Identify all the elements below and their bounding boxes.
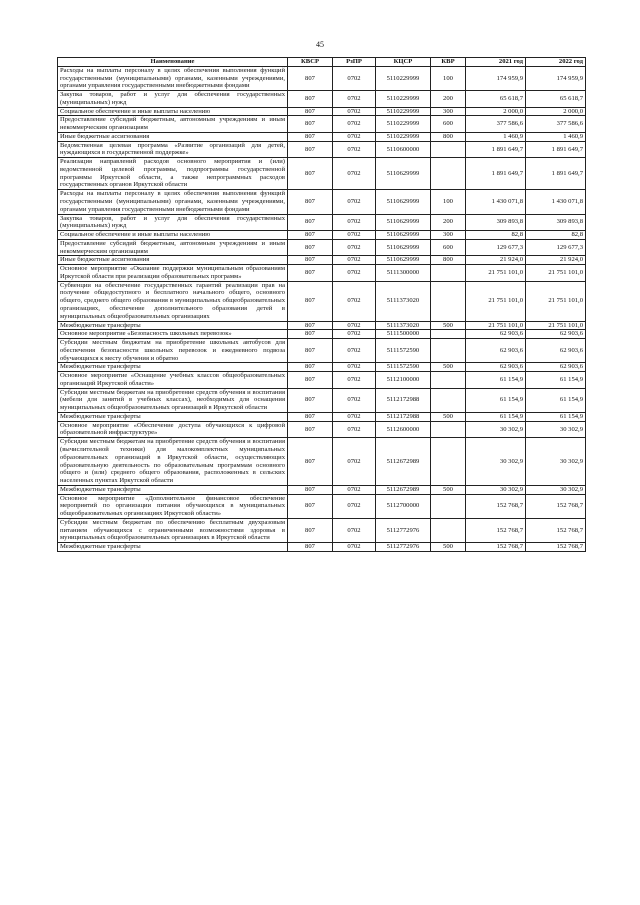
row-kvsr: 807 — [288, 91, 333, 108]
row-kvr — [431, 339, 466, 363]
row-amount-2021: 1 460,9 — [466, 132, 526, 141]
row-name: Основное мероприятие «Оказание поддержки муниципальным образованиям Иркутской области при реализации образовательных программ» — [58, 265, 288, 282]
row-amount-2021: 62 903,6 — [466, 363, 526, 372]
row-name: Реализация направлений расходов основного мероприятия и (или) ведомственной целевой программы, подпрограммы государственной программы Иркутской области, а также непрограммных расходов государственных органов Иркутской области — [58, 158, 288, 190]
row-kvr: 500 — [431, 412, 466, 421]
row-kvr: 800 — [431, 256, 466, 265]
table-row — [58, 339, 586, 363]
row-amount-2022: 61 154,9 — [526, 388, 586, 412]
row-rzpr: 0702 — [333, 518, 376, 542]
row-rzpr: 0702 — [333, 412, 376, 421]
row-kcsr: 5111500000 — [376, 330, 431, 339]
row-kvsr: 807 — [288, 485, 333, 494]
table-row — [58, 265, 586, 282]
row-name: Предоставление субсидий бюджетным, автономным учреждениям и иным некоммерческим организациям — [58, 239, 288, 256]
row-amount-2021: 30 302,9 — [466, 485, 526, 494]
table-row — [58, 543, 586, 552]
row-amount-2022: 1 891 649,7 — [526, 158, 586, 190]
row-amount-2022: 21 924,0 — [526, 256, 586, 265]
col-header-kvsr: КВСР — [288, 58, 333, 67]
row-name: Закупка товаров, работ и услуг для обеспечения государственных (муниципальных) нужд — [58, 91, 288, 108]
table-body — [58, 66, 586, 551]
row-amount-2021: 82,8 — [466, 231, 526, 240]
row-amount-2022: 1 460,9 — [526, 132, 586, 141]
row-rzpr: 0702 — [333, 494, 376, 518]
row-amount-2021: 61 154,9 — [466, 412, 526, 421]
row-kvsr: 807 — [288, 438, 333, 486]
row-amount-2021: 61 154,9 — [466, 388, 526, 412]
row-kvsr: 807 — [288, 158, 333, 190]
row-name: Закупка товаров, работ и услуг для обеспечения государственных (муниципальных) нужд — [58, 214, 288, 231]
row-rzpr: 0702 — [333, 91, 376, 108]
row-kvr — [431, 421, 466, 438]
row-kcsr: 5110629999 — [376, 214, 431, 231]
table-row — [58, 91, 586, 108]
table-row — [58, 214, 586, 231]
row-kcsr: 5110629999 — [376, 239, 431, 256]
row-amount-2022: 65 618,7 — [526, 91, 586, 108]
row-kvsr: 807 — [288, 116, 333, 133]
row-amount-2022: 21 751 101,0 — [526, 265, 586, 282]
row-amount-2022: 152 768,7 — [526, 543, 586, 552]
row-name: Основное мероприятие «Дополнительное финансовое обеспечение мероприятий по организации питания обучающихся в муниципальных общеобразовательных организациях Иркутской области» — [58, 494, 288, 518]
row-name: Межбюджетные трансферты — [58, 363, 288, 372]
row-amount-2021: 1 430 071,8 — [466, 190, 526, 214]
row-kvsr: 807 — [288, 265, 333, 282]
row-kcsr: 5112100000 — [376, 372, 431, 389]
row-rzpr: 0702 — [333, 330, 376, 339]
table-row — [58, 485, 586, 494]
row-amount-2022: 152 768,7 — [526, 494, 586, 518]
table-row — [58, 412, 586, 421]
table-row — [58, 107, 586, 116]
row-name: Иные бюджетные ассигнования — [58, 132, 288, 141]
row-kvr — [431, 494, 466, 518]
row-kvsr: 807 — [288, 339, 333, 363]
row-kvr: 300 — [431, 231, 466, 240]
row-kvr — [431, 158, 466, 190]
row-amount-2022: 82,8 — [526, 231, 586, 240]
row-rzpr: 0702 — [333, 132, 376, 141]
row-amount-2022: 1 430 071,8 — [526, 190, 586, 214]
table-row — [58, 190, 586, 214]
col-header-2022: 2022 год — [526, 58, 586, 67]
row-rzpr: 0702 — [333, 281, 376, 321]
row-kcsr: 5110229999 — [376, 107, 431, 116]
row-kvr: 500 — [431, 485, 466, 494]
row-amount-2021: 2 000,0 — [466, 107, 526, 116]
row-kvr — [431, 438, 466, 486]
table-row — [58, 281, 586, 321]
row-amount-2022: 30 302,9 — [526, 438, 586, 486]
row-kvsr: 807 — [288, 256, 333, 265]
row-kcsr: 5111572590 — [376, 363, 431, 372]
row-kcsr: 5110229999 — [376, 116, 431, 133]
row-rzpr: 0702 — [333, 190, 376, 214]
row-amount-2021: 129 677,3 — [466, 239, 526, 256]
table-row — [58, 388, 586, 412]
row-amount-2022: 21 751 101,0 — [526, 281, 586, 321]
table-row — [58, 494, 586, 518]
table-row — [58, 518, 586, 542]
col-header-kvr: КВР — [431, 58, 466, 67]
row-rzpr: 0702 — [333, 372, 376, 389]
row-amount-2021: 377 586,6 — [466, 116, 526, 133]
row-kvr — [431, 372, 466, 389]
row-name: Основное мероприятие «Обеспечение доступа обучающихся к цифровой образовательной инфраструктуре» — [58, 421, 288, 438]
row-amount-2021: 21 751 101,0 — [466, 281, 526, 321]
row-name: Основное мероприятие «Оснащение учебных классов общеобразовательных организаций Иркутской области» — [58, 372, 288, 389]
row-name: Межбюджетные трансферты — [58, 412, 288, 421]
table-row — [58, 256, 586, 265]
col-header-name: Наименование — [58, 58, 288, 67]
row-rzpr: 0702 — [333, 256, 376, 265]
table-row — [58, 372, 586, 389]
table-row — [58, 421, 586, 438]
row-name: Межбюджетные трансферты — [58, 321, 288, 330]
row-kvr: 500 — [431, 363, 466, 372]
row-kvr: 500 — [431, 321, 466, 330]
row-kvsr: 807 — [288, 372, 333, 389]
row-kcsr: 5110629999 — [376, 190, 431, 214]
row-name: Субсидии местным бюджетам на приобретение школьных автобусов для обеспечения безопасности школьных перевозок и ежедневного подвоза обучающихся к месту обучения и обратно — [58, 339, 288, 363]
table-row — [58, 158, 586, 190]
row-name: Субвенции на обеспечение государственных гарантий реализации прав на получение общедоступного и бесплатного начального общего, основного общего, среднего общего образования в муниципальных общеобразовательных организациях, обеспечение дополнительного образования детей в муниципальных общеобразовательных организациях — [58, 281, 288, 321]
row-kvr: 800 — [431, 132, 466, 141]
row-name: Социальное обеспечение и иные выплаты населению — [58, 231, 288, 240]
row-kcsr: 5112700000 — [376, 494, 431, 518]
row-name: Расходы на выплаты персоналу в целях обеспечения выполнения функций государственными (муниципальными) органами, казенными учреждениями, органами управления государственными внебюджетными фондами — [58, 66, 288, 90]
row-amount-2021: 62 903,6 — [466, 330, 526, 339]
row-kvr: 200 — [431, 91, 466, 108]
row-kvsr: 807 — [288, 66, 333, 90]
row-rzpr: 0702 — [333, 158, 376, 190]
col-header-2021: 2021 год — [466, 58, 526, 67]
row-name: Субсидии местным бюджетам на приобретение средств обучения и воспитания (вычислительной техники) для малокомплектных муниципальных образовательных организаций в Иркутской области, осуществляющих образовательную деятельность по образовательным программам основного общего и (или) среднего общего образования, расположенных в сельских населенных пунктах Иркутской области — [58, 438, 288, 486]
row-rzpr: 0702 — [333, 339, 376, 363]
row-kcsr: 5111373020 — [376, 321, 431, 330]
row-amount-2022: 30 302,9 — [526, 421, 586, 438]
row-kcsr: 5112772976 — [376, 543, 431, 552]
row-name: Субсидии местным бюджетам по обеспечению бесплатным двухразовым питанием обучающихся с ограниченными возможностями здоровья в муниципальных общеобразовательных организациях в Иркутской области — [58, 518, 288, 542]
row-rzpr: 0702 — [333, 214, 376, 231]
row-rzpr: 0702 — [333, 66, 376, 90]
row-rzpr: 0702 — [333, 421, 376, 438]
table-row — [58, 363, 586, 372]
row-rzpr: 0702 — [333, 485, 376, 494]
row-kvsr: 807 — [288, 494, 333, 518]
row-rzpr: 0702 — [333, 388, 376, 412]
budget-table — [57, 57, 586, 552]
row-kvr — [431, 330, 466, 339]
row-name: Ведомственная целевая программа «Развитие организаций для детей, нуждающихся в государственной поддержке» — [58, 141, 288, 158]
row-kcsr: 5112172988 — [376, 388, 431, 412]
row-kvr — [431, 388, 466, 412]
row-kvsr: 807 — [288, 231, 333, 240]
row-kvr: 600 — [431, 116, 466, 133]
row-kcsr: 5110629999 — [376, 158, 431, 190]
row-rzpr: 0702 — [333, 231, 376, 240]
row-amount-2022: 21 751 101,0 — [526, 321, 586, 330]
row-rzpr: 0702 — [333, 239, 376, 256]
row-kcsr: 5110629999 — [376, 231, 431, 240]
row-kvr — [431, 141, 466, 158]
row-amount-2022: 62 903,6 — [526, 363, 586, 372]
row-amount-2022: 129 677,3 — [526, 239, 586, 256]
row-amount-2021: 152 768,7 — [466, 494, 526, 518]
row-rzpr: 0702 — [333, 363, 376, 372]
row-name: Предоставление субсидий бюджетным, автономным учреждениям и иным некоммерческим организациям — [58, 116, 288, 133]
page-number: 45 — [316, 40, 324, 49]
row-amount-2021: 30 302,9 — [466, 421, 526, 438]
row-kvsr: 807 — [288, 107, 333, 116]
row-kvsr: 807 — [288, 330, 333, 339]
row-amount-2021: 61 154,9 — [466, 372, 526, 389]
row-kcsr: 5110229999 — [376, 66, 431, 90]
row-amount-2021: 21 751 101,0 — [466, 265, 526, 282]
row-kvsr: 807 — [288, 281, 333, 321]
row-amount-2021: 1 891 649,7 — [466, 141, 526, 158]
row-name: Расходы на выплаты персоналу в целях обеспечения выполнения функций государственными (муниципальными) органами, казенными учреждениями, органами управления государственными внебюджетными фондами — [58, 190, 288, 214]
row-amount-2021: 174 959,9 — [466, 66, 526, 90]
row-kcsr: 5111373020 — [376, 281, 431, 321]
row-amount-2022: 1 891 649,7 — [526, 141, 586, 158]
row-kvsr: 807 — [288, 518, 333, 542]
row-name: Основное мероприятие «Безопасность школьных перевозок» — [58, 330, 288, 339]
row-kvsr: 807 — [288, 412, 333, 421]
table-row — [58, 116, 586, 133]
table-row — [58, 66, 586, 90]
row-kcsr: 5110629999 — [376, 256, 431, 265]
row-rzpr: 0702 — [333, 438, 376, 486]
row-amount-2022: 152 768,7 — [526, 518, 586, 542]
row-name: Межбюджетные трансферты — [58, 485, 288, 494]
row-kvsr: 807 — [288, 141, 333, 158]
row-name: Межбюджетные трансферты — [58, 543, 288, 552]
row-kvr — [431, 518, 466, 542]
row-kvsr: 807 — [288, 190, 333, 214]
row-kvsr: 807 — [288, 388, 333, 412]
row-kvr — [431, 265, 466, 282]
row-kvsr: 807 — [288, 363, 333, 372]
table-row — [58, 438, 586, 486]
row-kvr: 100 — [431, 190, 466, 214]
row-kvsr: 807 — [288, 421, 333, 438]
row-kcsr: 5112772976 — [376, 518, 431, 542]
table-row — [58, 141, 586, 158]
row-kcsr: 5112600000 — [376, 421, 431, 438]
row-amount-2021: 21 924,0 — [466, 256, 526, 265]
row-amount-2022: 30 302,9 — [526, 485, 586, 494]
table-row — [58, 239, 586, 256]
row-amount-2021: 1 891 649,7 — [466, 158, 526, 190]
row-kcsr: 5111572590 — [376, 339, 431, 363]
row-kvr: 600 — [431, 239, 466, 256]
row-amount-2022: 61 154,9 — [526, 372, 586, 389]
row-amount-2022: 2 000,0 — [526, 107, 586, 116]
table-row — [58, 321, 586, 330]
row-amount-2021: 21 751 101,0 — [466, 321, 526, 330]
row-rzpr: 0702 — [333, 265, 376, 282]
row-kvsr: 807 — [288, 239, 333, 256]
row-amount-2022: 61 154,9 — [526, 412, 586, 421]
row-amount-2021: 62 903,6 — [466, 339, 526, 363]
row-kcsr: 5110600000 — [376, 141, 431, 158]
row-kcsr: 5112672989 — [376, 438, 431, 486]
row-rzpr: 0702 — [333, 543, 376, 552]
row-kvr: 200 — [431, 214, 466, 231]
row-kvsr: 807 — [288, 321, 333, 330]
table-row — [58, 330, 586, 339]
row-amount-2021: 65 618,7 — [466, 91, 526, 108]
row-kcsr: 5112172988 — [376, 412, 431, 421]
row-amount-2022: 62 903,6 — [526, 339, 586, 363]
table-row — [58, 132, 586, 141]
row-amount-2022: 377 586,6 — [526, 116, 586, 133]
row-kvsr: 807 — [288, 543, 333, 552]
row-kcsr: 5110229999 — [376, 91, 431, 108]
row-name: Иные бюджетные ассигнования — [58, 256, 288, 265]
row-name: Социальное обеспечение и иные выплаты населению — [58, 107, 288, 116]
header-row — [58, 58, 586, 67]
row-kvr: 500 — [431, 543, 466, 552]
row-kvr: 100 — [431, 66, 466, 90]
col-header-kcsr: КЦСР — [376, 58, 431, 67]
row-rzpr: 0702 — [333, 321, 376, 330]
col-header-rzpr: РзПР — [333, 58, 376, 67]
row-kvsr: 807 — [288, 132, 333, 141]
row-rzpr: 0702 — [333, 141, 376, 158]
row-amount-2022: 174 959,9 — [526, 66, 586, 90]
row-rzpr: 0702 — [333, 116, 376, 133]
table-row — [58, 231, 586, 240]
row-kcsr: 5111300000 — [376, 265, 431, 282]
row-amount-2022: 62 903,6 — [526, 330, 586, 339]
row-kcsr: 5112672989 — [376, 485, 431, 494]
row-kvsr: 807 — [288, 214, 333, 231]
row-rzpr: 0702 — [333, 107, 376, 116]
row-amount-2021: 152 768,7 — [466, 543, 526, 552]
row-kcsr: 5110229999 — [376, 132, 431, 141]
row-name: Субсидии местным бюджетам на приобретение средств обучения и воспитания (мебели для занятий в учебных классах), необходимых для оснащения муниципальных общеобразовательных организаций в Иркутской области — [58, 388, 288, 412]
row-amount-2021: 152 768,7 — [466, 518, 526, 542]
row-kvr: 300 — [431, 107, 466, 116]
row-amount-2021: 309 893,8 — [466, 214, 526, 231]
row-kvr — [431, 281, 466, 321]
row-amount-2021: 30 302,9 — [466, 438, 526, 486]
row-amount-2022: 309 893,8 — [526, 214, 586, 231]
